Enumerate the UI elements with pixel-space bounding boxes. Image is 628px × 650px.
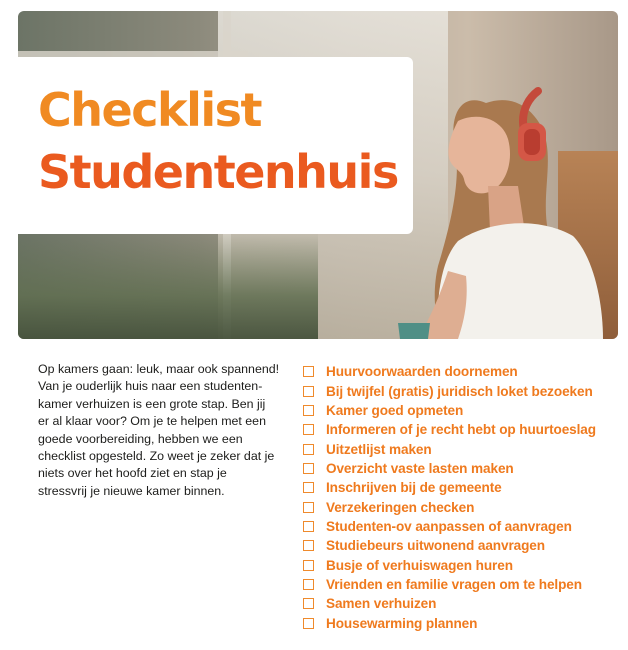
intro-line: Van je ouderlijk huis naar een studenten- [38, 379, 263, 394]
checklist-item[interactable] [303, 439, 596, 458]
intro-line: goede voorbereiding, hebben we een [38, 431, 243, 446]
checkbox[interactable] [303, 366, 314, 377]
checkbox[interactable] [303, 482, 314, 493]
checklist [303, 362, 596, 633]
checklist-item[interactable] [303, 381, 596, 400]
intro-line: Op kamers gaan: leuk, maar ook spannend! [38, 362, 280, 376]
intro-line: kamer verhuizen is een grote stap. Ben jij [38, 396, 266, 411]
checklist-item-label: Busje of verhuiswagen huren [326, 557, 513, 573]
checklist-item-label: Informeren of je recht hebt op huurtoeslag [326, 422, 596, 438]
checklist-item[interactable] [303, 613, 596, 632]
checkbox[interactable] [303, 502, 314, 513]
title-card [18, 57, 413, 234]
checklist-item[interactable] [303, 536, 596, 555]
checklist-item-label: Bij twijfel (gratis) juridisch loket bezoeken [326, 383, 593, 399]
intro-line: stressvrij je nieuwe kamer binnen. [38, 483, 225, 498]
checkbox[interactable] [303, 386, 314, 397]
checkbox[interactable] [303, 521, 314, 532]
checklist-item[interactable] [303, 459, 596, 478]
checkbox[interactable] [303, 598, 314, 609]
page-title-line-2: Studentenhuis [38, 145, 398, 199]
checklist-item[interactable] [303, 362, 596, 381]
checkbox[interactable] [303, 463, 314, 474]
checklist-item[interactable] [303, 497, 596, 516]
checklist-item-label: Verzekeringen checken [326, 499, 475, 515]
page-title-line-1: Checklist [38, 83, 261, 137]
checklist-item-label: Studiebeurs uitwonend aanvragen [326, 538, 545, 554]
checklist-item[interactable] [303, 517, 596, 536]
intro-line: er al klaar voor? Om je te helpen met een [38, 414, 266, 429]
checklist-item[interactable] [303, 420, 596, 439]
intro-paragraph [38, 361, 288, 500]
intro-line: niets over het hoofd ziet en stap je [38, 466, 227, 481]
checklist-item[interactable] [303, 401, 596, 420]
checkbox[interactable] [303, 444, 314, 455]
checklist-item-label: Huurvoorwaarden doornemen [326, 364, 518, 380]
intro-line: checklist opgesteld. Zo weet je zeker dat je [38, 449, 275, 464]
checklist-item-label: Vrienden en familie vragen om te helpen [326, 576, 582, 592]
checklist-item-label: Kamer goed opmeten [326, 402, 464, 418]
checkbox[interactable] [303, 618, 314, 629]
checklist-item[interactable] [303, 575, 596, 594]
checklist-item-label: Uitzetlijst maken [326, 441, 432, 457]
checkbox[interactable] [303, 405, 314, 416]
checkbox[interactable] [303, 560, 314, 571]
checkbox[interactable] [303, 540, 314, 551]
checklist-item[interactable] [303, 594, 596, 613]
checklist-item[interactable] [303, 478, 596, 497]
checklist-item-label: Housewarming plannen [326, 615, 478, 631]
checkbox[interactable] [303, 579, 314, 590]
checklist-item-label: Samen verhuizen [326, 596, 437, 612]
checklist-item[interactable] [303, 555, 596, 574]
checklist-item-label: Studenten-ov aanpassen of aanvragen [326, 518, 572, 534]
checkbox[interactable] [303, 424, 314, 435]
checklist-item-label: Inschrijven bij de gemeente [326, 480, 502, 496]
checklist-item-label: Overzicht vaste lasten maken [326, 460, 514, 476]
